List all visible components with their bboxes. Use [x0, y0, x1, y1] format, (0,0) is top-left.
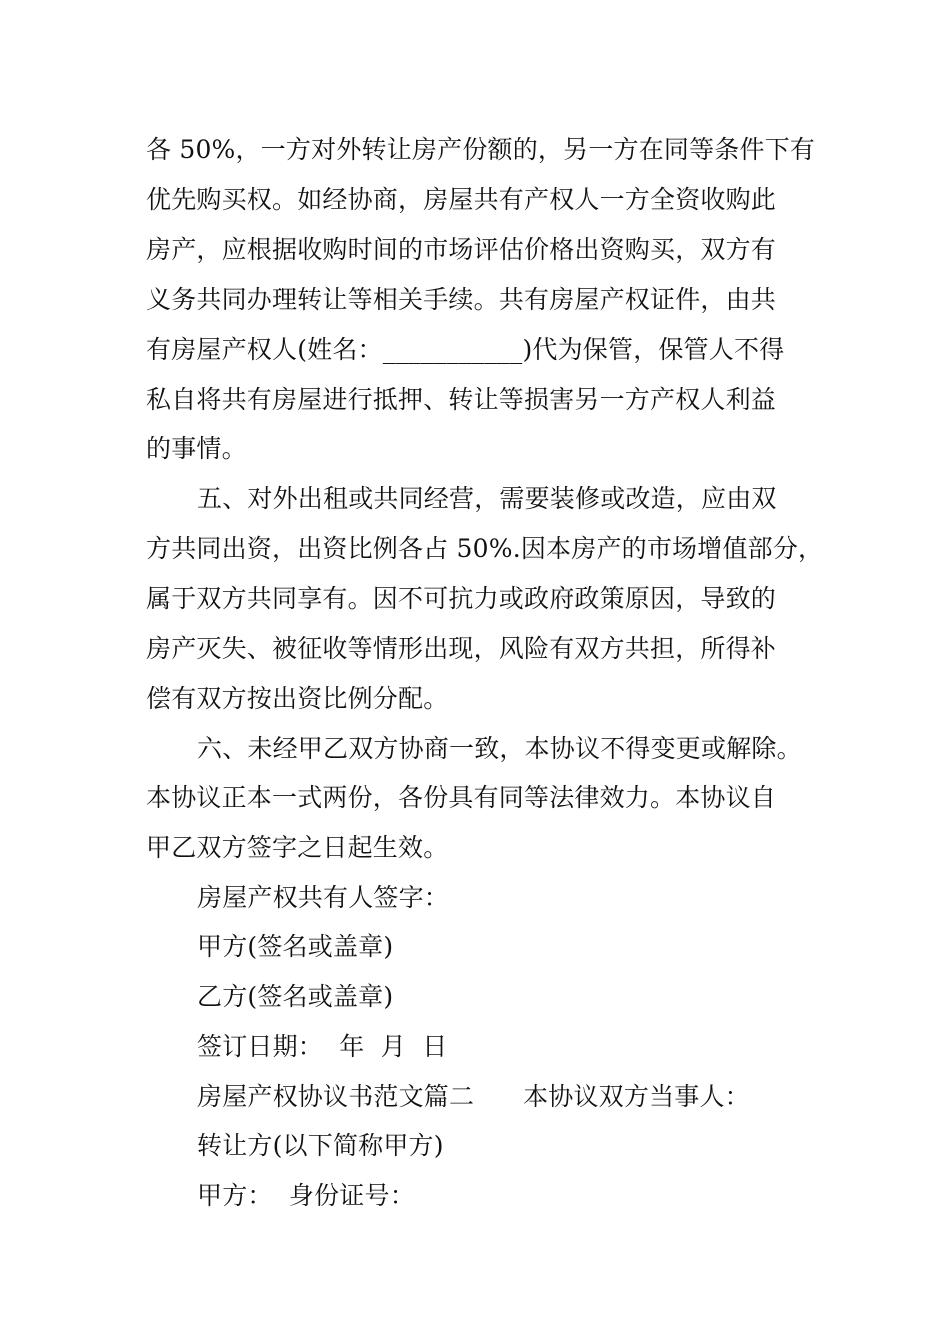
text-line: 房产，应根据收购时间的市场评估价格出资购买，双方有 [146, 235, 777, 264]
text-line: 的事情。 [146, 434, 247, 463]
signature-heading: 房屋产权共有人签字： [197, 883, 450, 912]
transferor-line: 转让方(以下简称甲方) [197, 1131, 444, 1160]
text-line: 优先购买权。如经协商，房屋共有产权人一方全资收购此 [146, 185, 777, 214]
text-line: 有房屋产权人(姓名：___________)代为保管，保管人不得 [146, 335, 785, 364]
section-two-heading: 房屋产权协议书范文篇二 本协议双方当事人： [197, 1082, 750, 1111]
text-line: 偿有双方按出资比例分配。 [146, 684, 449, 713]
signing-date: 签订日期： 年 月 日 [197, 1032, 448, 1061]
text-line: 甲乙双方签字之日起生效。 [146, 833, 449, 862]
party-b-signature: 乙方(签名或盖章) [197, 982, 394, 1011]
text-line: 义务共同办理转让等相关手续。共有房屋产权证件，由共 [146, 285, 777, 314]
party-a-signature: 甲方(签名或盖章) [197, 932, 394, 961]
text-line: 方共同出资，出资比例各占 50%.因本房产的市场增值部分， [146, 534, 824, 563]
text-line: 房产灭失、被征收等情形出现，风险有双方共担，所得补 [146, 634, 777, 663]
party-a-id-line: 甲方： 身份证号： [197, 1181, 415, 1210]
text-line: 私自将共有房屋进行抵押、转让等损害另一方产权人利益 [146, 385, 777, 414]
text-line: 本协议正本一式两份，各份具有同等法律效力。本协议自 [146, 783, 777, 812]
paragraph-six-start: 六、未经甲乙双方协商一致，本协议不得变更或解除。 [197, 734, 802, 763]
text-line: 各 50%，一方对外转让房产份额的，另一方在同等条件下有 [146, 135, 816, 164]
paragraph-five-start: 五、对外出租或共同经营，需要装修或改造，应由双 [197, 484, 777, 513]
text-line: 属于双方共同享有。因不可抗力或政府政策原因，导致的 [146, 584, 777, 613]
